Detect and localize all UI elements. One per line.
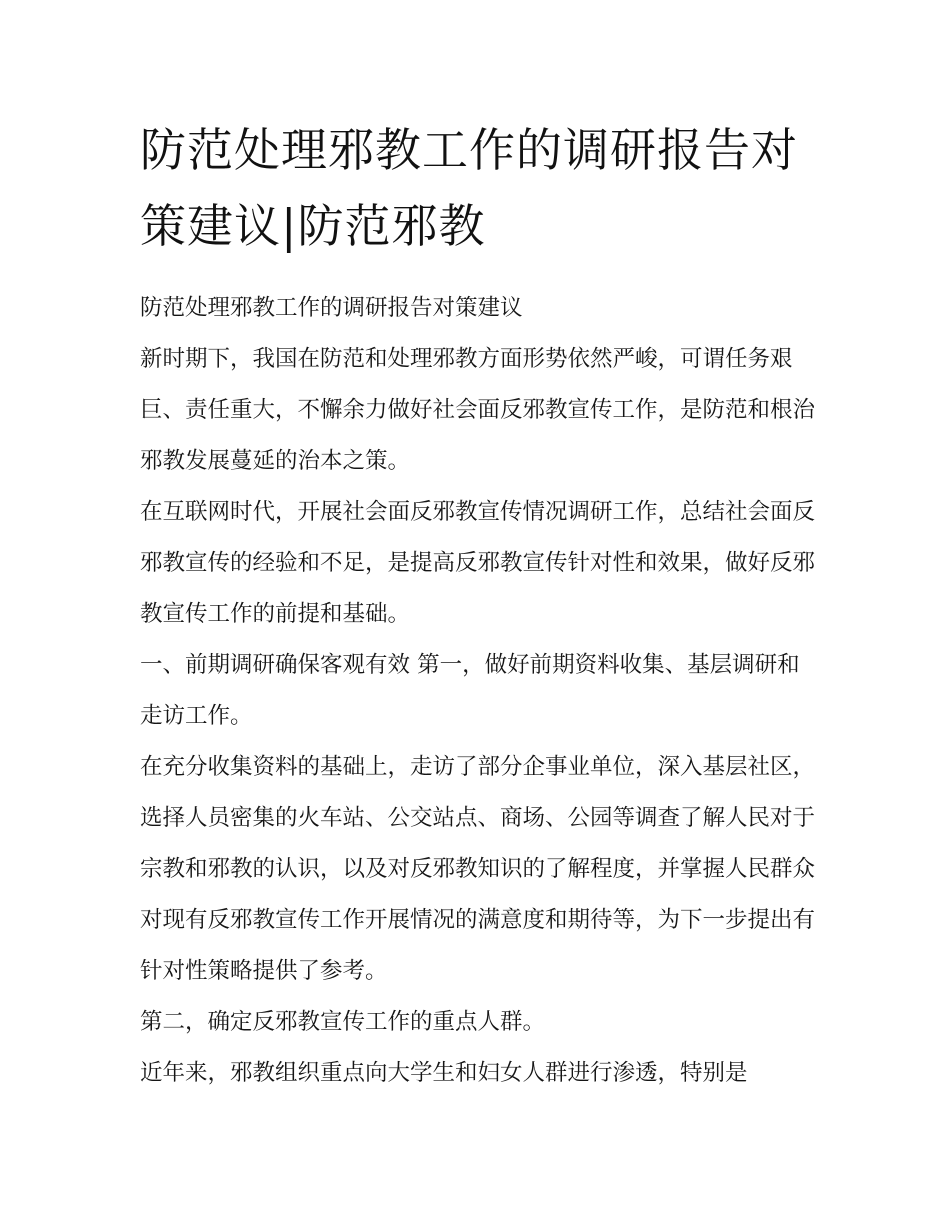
document-body [140, 283, 820, 1099]
section-heading-paragraph: 一、前期调研确保客观有效 第一，做好前期资料收集、基层调研和走访工作。 [140, 652, 800, 729]
document-title: 防范处理邪教工作的调研报告对策建议|防范邪教 [140, 123, 798, 253]
body-paragraph: 新时期下，我国在防范和处理邪教方面形势依然严峻，可谓任务艰巨、责任重大，不懈余力做好社会面反邪教宣传工作，是防范和根治邪教发展蔓延的治本之策。 [140, 346, 816, 474]
subtitle-paragraph: 防范处理邪教工作的调研报告对策建议 [140, 295, 523, 321]
body-paragraph: 在互联网时代，开展社会面反邪教宣传情况调研工作，总结社会面反邪教宣传的经验和不足，是提高反邪教宣传针对性和效果，做好反邪教宣传工作的前提和基础。 [140, 499, 816, 627]
body-paragraph: 在充分收集资料的基础上，走访了部分企事业单位，深入基层社区，选择人员密集的火车站、公交站点、商场、公园等调查了解人民对于宗教和邪教的认识，以及对反邪教知识的了解程度，并掌握人民群众对现有反邪教宣传工作开展情况的满意度和期待等，为下一步提出有针对性策略提供了参考。 [140, 754, 816, 984]
body-paragraph: 第二，确定反邪教宣传工作的重点人群。 [140, 1009, 546, 1035]
body-paragraph: 近年来，邪教组织重点向大学生和妇女人群进行渗透，特别是 [140, 1060, 748, 1086]
